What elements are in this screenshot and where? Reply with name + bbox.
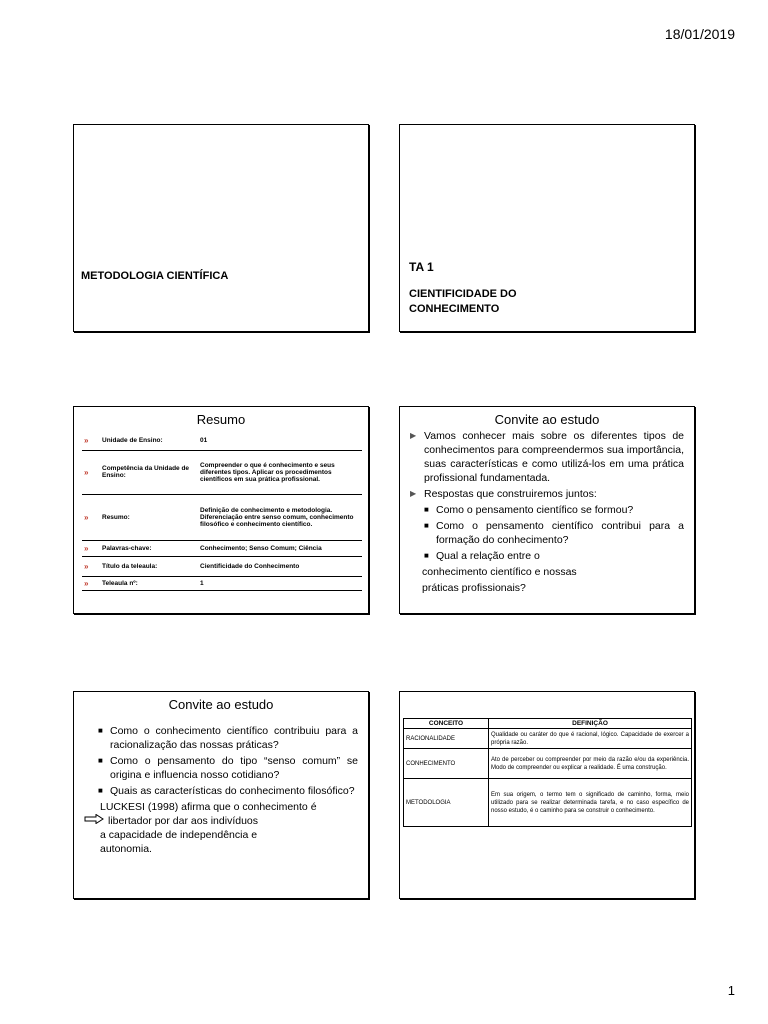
row-value: Compreender o que é conhecimento e seus diferentes tipos. Aplicar os procedimentos científicos em sua prática profissional. — [198, 450, 362, 494]
definition-cell: Em sua origem, o termo tem o significado de caminho, forma, meio utilizado para se realizar determinada tarefa, e no caso específico de nosso estudo, é o caminho para se construir o conhecimento. — [489, 779, 692, 827]
page-number: 1 — [727, 983, 735, 998]
row-value: Cientificidade do Conhecimento — [198, 556, 362, 576]
bullet-icon: » — [82, 556, 100, 576]
row-label: Teleaula nº: — [100, 576, 198, 590]
table-row — [82, 450, 362, 494]
lesson-code: TA 1 — [409, 260, 434, 274]
table-header-row — [404, 719, 692, 729]
table-row — [82, 556, 362, 576]
list-item — [424, 549, 684, 563]
list-item — [98, 754, 358, 782]
row-label: Unidade de Ensino: — [100, 431, 198, 450]
list-item-continuation: conhecimento científico e nossas — [422, 566, 577, 578]
row-label: Título da teleaula: — [100, 556, 198, 576]
row-value: 01 — [198, 431, 362, 450]
row-value: 1 — [198, 576, 362, 590]
right-arrow-icon — [84, 814, 108, 828]
concept-table — [403, 718, 692, 827]
square-bullet-icon: ■ — [98, 726, 103, 735]
slide-3-resumo — [73, 406, 369, 614]
row-value: Definição de conhecimento e metodologia. Diferenciação entre senso comum, conhecimento filosófico e conhecimento científico. — [198, 494, 362, 540]
list-item — [98, 724, 358, 752]
bullet-icon: » — [82, 431, 100, 450]
list-item-text: Respostas que construiremos juntos: — [424, 488, 597, 500]
list-item-text: Como o pensamento científico contribui para a formação do conhecimento? — [436, 520, 684, 546]
triangle-bullet-icon: ▶ — [410, 489, 417, 498]
bullet-icon: » — [82, 450, 100, 494]
list-item-text: Como o conhecimento científico contribuiu para a racionalização das nossas práticas? — [110, 725, 358, 751]
square-bullet-icon: ■ — [424, 521, 429, 530]
bullet-list — [410, 429, 684, 595]
quote-line: LUCKESI (1998) afirma que o conhecimento é — [100, 801, 317, 813]
square-bullet-icon: ■ — [98, 786, 103, 795]
row-label: Resumo: — [100, 494, 198, 540]
quote-line: a capacidade de independência e — [100, 829, 258, 842]
column-header: CONCEITO — [404, 719, 489, 729]
quote-line-with-arrow — [84, 814, 358, 828]
list-item-continuation: práticas profissionais? — [422, 582, 526, 594]
row-label: Palavras-chave: — [100, 540, 198, 556]
list-item-text: Vamos conhecer mais sobre os diferentes tipos de conhecimentos para compreendermos sua importância, suas características e como utilizá-los em uma prática profissional fundamentada. — [424, 430, 684, 484]
quote-line: libertador por dar aos indivíduos — [108, 815, 259, 827]
lesson-subtitle: CIENTIFICIDADE DO CONHECIMENTO — [409, 288, 517, 315]
slide-5-convite — [73, 691, 369, 899]
list-item-text: Como o pensamento do tipo “senso comum” se origina e influencia nosso cotidiano? — [110, 755, 358, 781]
square-bullet-icon: ■ — [424, 551, 429, 560]
column-header: DEFINIÇÃO — [489, 719, 692, 729]
square-bullet-icon: ■ — [98, 756, 103, 765]
slide-6-concepts — [399, 691, 695, 899]
slide-2 — [399, 124, 695, 332]
summary-table — [82, 431, 362, 591]
list-item-text: Quais as características do conhecimento filosófico? — [110, 785, 355, 797]
row-value: Conhecimento; Senso Comum; Ciência — [198, 540, 362, 556]
definition-cell: Qualidade ou caráter do que é racional, lógico. Capacidade de exercer a própria razão. — [489, 729, 692, 749]
table-row — [82, 540, 362, 556]
bullet-icon: » — [82, 576, 100, 590]
table-row — [404, 749, 692, 779]
list-item — [98, 784, 358, 798]
list-item — [410, 429, 684, 485]
slide-title: Convite ao estudo — [168, 697, 274, 712]
slide-1 — [73, 124, 369, 332]
document-date: 18/01/2019 — [664, 26, 735, 42]
table-row — [404, 729, 692, 749]
concept-cell: CONHECIMENTO — [404, 749, 489, 779]
slide-title: Resumo — [196, 412, 246, 427]
table-row — [82, 494, 362, 540]
bullet-list — [84, 724, 358, 856]
table-row — [404, 779, 692, 827]
list-item — [424, 519, 684, 547]
list-item-text: Qual a relação entre o — [436, 550, 540, 562]
list-item — [424, 503, 684, 517]
slide-4-convite — [399, 406, 695, 614]
table-row — [82, 576, 362, 590]
row-label: Competência da Unidade de Ensino: — [100, 450, 198, 494]
slide-title: Convite ao estudo — [494, 412, 600, 427]
quote-line: autonomia. — [100, 843, 152, 856]
definition-cell: Ato de perceber ou compreender por meio da razão e/ou da experiência. Modo de compreender ou explicar a realidade. É uma construção. — [489, 749, 692, 779]
concept-cell: RACIONALIDADE — [404, 729, 489, 749]
bullet-icon: » — [82, 494, 100, 540]
triangle-bullet-icon: ▶ — [410, 431, 417, 440]
list-item-text: Como o pensamento científico se formou? — [436, 504, 634, 516]
list-item — [410, 487, 684, 501]
concept-cell: METODOLOGIA — [404, 779, 489, 827]
square-bullet-icon: ■ — [424, 505, 429, 514]
bullet-icon: » — [82, 540, 100, 556]
course-title: METODOLOGIA CIENTÍFICA — [81, 270, 229, 282]
table-row — [82, 431, 362, 450]
